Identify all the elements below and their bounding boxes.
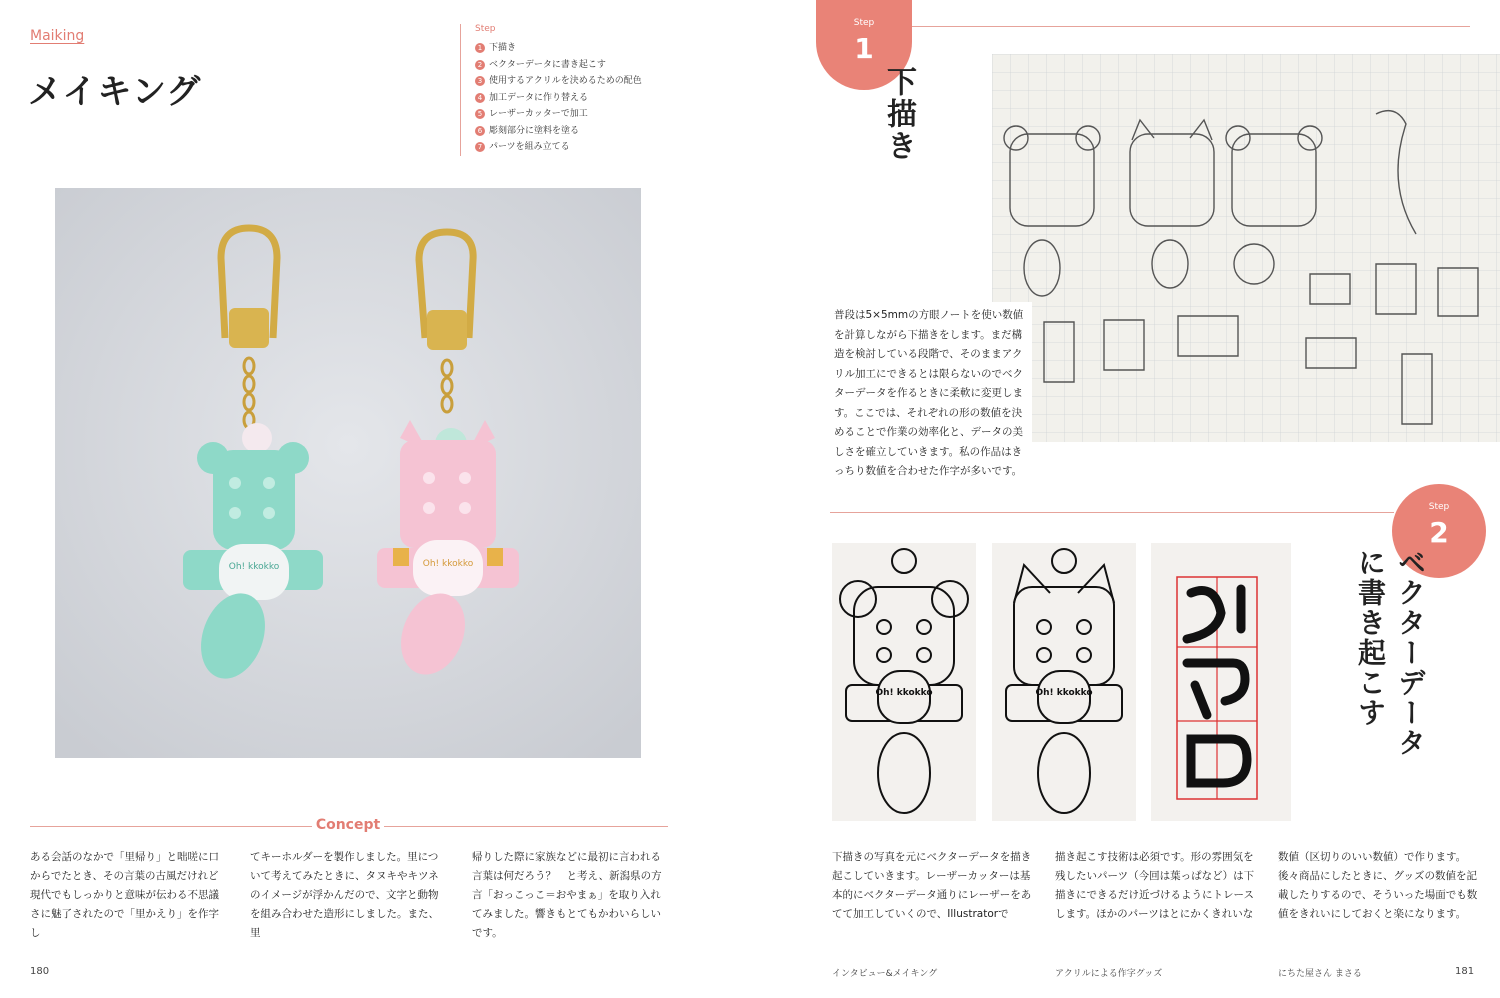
step-item [475,40,675,57]
concept-title: Concept [315,817,381,833]
vector-lettering-image [1151,543,1291,821]
step-item [475,139,675,156]
step1-number: 1 [854,32,874,65]
step-text: 使用するアクリルを決めるための配色 [489,76,642,86]
step2-text-column-1: 下描きの写真を元にベクターデータを描き起こしていきます。レーザーカッターは基本的にベクターデータ通りにレーザーをあてて加工していくので、Illustratorで [832,851,1032,920]
page-number-right: 181 [1455,966,1475,977]
vector-bear-image [832,543,976,821]
step2-label: Step [1428,502,1450,512]
step-text: 彫刻部分に塗料を塗る [489,125,580,136]
step-item [475,123,675,140]
footer-label: インタビュー&メイキング [832,969,938,979]
concept-rule [30,826,312,827]
step-number: 2 [475,60,485,70]
section-rule [830,512,1394,513]
sketch-grid [992,54,1500,442]
step-number: 3 [475,76,485,86]
concept-text-column-3: 帰りした際に家族などに最初に言われる言葉は何だろう？ と考え、新潟県の方言「おっこっこ＝おやまぁ」を取り入れてみました。響きもとてもかわいらしいです。 [472,851,662,939]
keychain-illustration [55,188,641,758]
step-text: ベクターデータに書き起こす [489,59,606,70]
pink-charm-text: Oh! kkokko [422,559,474,569]
step-text: 加工データに作り替える [489,92,589,103]
mint-charm-text: Oh! kkokko [228,562,280,572]
page-number-left: 180 [30,966,50,977]
vector-bear-drawing [832,543,976,821]
step-item [475,73,675,90]
step-number: 6 [475,126,485,136]
vector-lettering-drawing [1151,543,1291,821]
footer-label: アクリルによる作字グッズ [1055,969,1163,979]
step2-text-column-3: 数値（区切りのいい数値）で作ります。後々商品にしたときに、グッズの数値を記載したりするので、そういった場面でも数値をきれいにしておくと楽になります。 [1278,851,1478,920]
footer-label: にちた屋さん まさる [1278,969,1362,979]
concept-text-column-1: ある会話のなかで「里帰り」と咄嗟に口からでたとき、その言葉の古風だけれど現代でもしっかりと意味が伝わる不思議さに魅了されたので「里かえり」を作字し [30,851,219,939]
step-number: 1 [475,43,485,53]
step-number: 4 [475,93,485,103]
vector-cat-drawing [992,543,1136,821]
step-number: 7 [475,142,485,152]
step1-label: Step [853,18,875,28]
vector-cat-image [992,543,1136,821]
step-text: レーザーカッターで加工 [489,109,588,119]
concept-rule [384,826,668,827]
step-list [460,24,675,156]
vector-bear-caption: Oh! kkokko [875,688,933,698]
step-text: パーツを組み立てる [489,142,570,152]
step-item [475,57,675,74]
vector-cat-caption: Oh! kkokko [1035,688,1093,698]
concept-text-column-2: てキーホルダーを製作しました。里について考えてみたときに、タヌキやキツネのイメージが浮かんだので、文字と動物を組み合わせた造形にしました。また、里 [250,851,439,939]
step2-text-column-2: 描き起こす技術は必須です。形の雰囲気を残したいパーツ（今回は葉っぱなど）は下描きにできるだけ近づけるようにトレースします。ほかのパーツはとにかくきれいな [1055,851,1255,920]
section-label: Maiking [30,28,85,44]
step-list-header: Step [475,24,496,34]
step2-title: ベクターデータに書き起こす [1354,548,1427,758]
sketch-notebook-photo [992,54,1500,442]
step-item [475,90,675,107]
step-text: 下描き [489,43,517,53]
step1-title: 下描き [881,66,916,162]
page-title: メイキング [28,72,202,112]
step-number: 5 [475,109,485,119]
step2-number: 2 [1429,516,1449,549]
section-rule [906,26,1470,27]
keychain-photo [55,188,641,758]
step-item [475,106,675,123]
step1-description: 普段は5×5mmの方眼ノートを使い数値を計算しながら下描きをします。まだ構造を検討している段階で、そのままアクリル加工にできるとは限らないのでベクターデータを作るときに柔軟に変更します。ここでは、それぞれの形の数値を決めることで作業の効率化と、データの美しさを確立していきます。私の作品はきっちり数値を合わせた作字が多いです。 [832,302,1032,486]
